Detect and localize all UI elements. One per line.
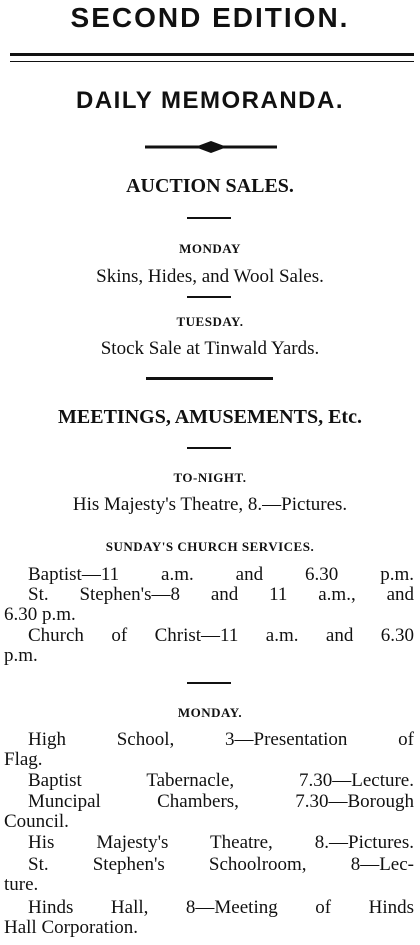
list-item — [4, 585, 414, 625]
entry-first-line: Baptist—11 a.m. and 6.30 p.m. — [28, 564, 414, 585]
auction-monday-label: MONDAY — [179, 241, 241, 256]
list-item — [4, 855, 414, 895]
section-divider — [146, 377, 273, 380]
entry-continuation: p.m. — [4, 645, 38, 666]
entry-continuation: 6.30 p.m. — [4, 604, 76, 625]
auction-heading: AUCTION SALES. — [126, 175, 294, 197]
auction-tuesday-label: TUESDAY. — [176, 314, 244, 329]
page-title: DAILY MEMORANDA. — [75, 87, 345, 114]
list-item — [4, 730, 414, 770]
list-item — [4, 626, 414, 666]
list-item — [4, 771, 414, 791]
entry-continuation: ture. — [4, 874, 39, 895]
auction-tuesday-item: Stock Sale at Tinwald Yards. — [100, 338, 320, 359]
auction-monday-item: Skins, Hides, and Wool Sales. — [96, 266, 324, 287]
edition-heading: SECOND EDITION. — [70, 2, 350, 33]
tonight-item: His Majesty's Theatre, 8.—Pictures. — [72, 494, 348, 515]
tonight-label: TO-NIGHT. — [173, 470, 247, 485]
entry-first-line: St. Stephen's Schoolroom, 8—Lec- — [28, 854, 414, 875]
church-services-label: SUNDAY'S CHURCH SERVICES. — [105, 539, 315, 554]
short-rule — [187, 217, 231, 219]
entry-first-line: High School, 3—Presentation of — [28, 729, 414, 750]
short-rule — [187, 447, 231, 449]
short-rule — [187, 296, 231, 298]
top-thick-rule — [10, 53, 414, 56]
entry-first-line: Baptist Tabernacle, 7.30—Lecture. — [28, 770, 414, 791]
entry-first-line: His Majesty's Theatre, 8.—Pictures. — [28, 832, 414, 853]
entry-first-line: Hinds Hall, 8—Meeting of Hinds — [28, 897, 414, 918]
entry-first-line: Church of Christ—11 a.m. and 6.30 — [28, 625, 414, 646]
top-thin-rule — [10, 61, 414, 62]
ornament-rule-icon — [145, 139, 277, 155]
list-item — [4, 565, 414, 585]
list-item — [4, 833, 414, 853]
list-item — [4, 898, 414, 938]
short-rule — [187, 682, 231, 684]
list-item — [4, 792, 414, 832]
meetings-heading: MEETINGS, AMUSEMENTS, Etc. — [58, 406, 362, 428]
entry-continuation: Flag. — [4, 749, 43, 770]
entry-continuation: Hall Corporation. — [4, 917, 139, 938]
entry-continuation: Council. — [4, 811, 69, 832]
entry-first-line: St. Stephen's—8 and 11 a.m., and — [28, 584, 414, 605]
entry-first-line: Muncipal Chambers, 7.30—Borough — [28, 791, 414, 812]
meetings-monday-label: MONDAY. — [177, 705, 243, 720]
